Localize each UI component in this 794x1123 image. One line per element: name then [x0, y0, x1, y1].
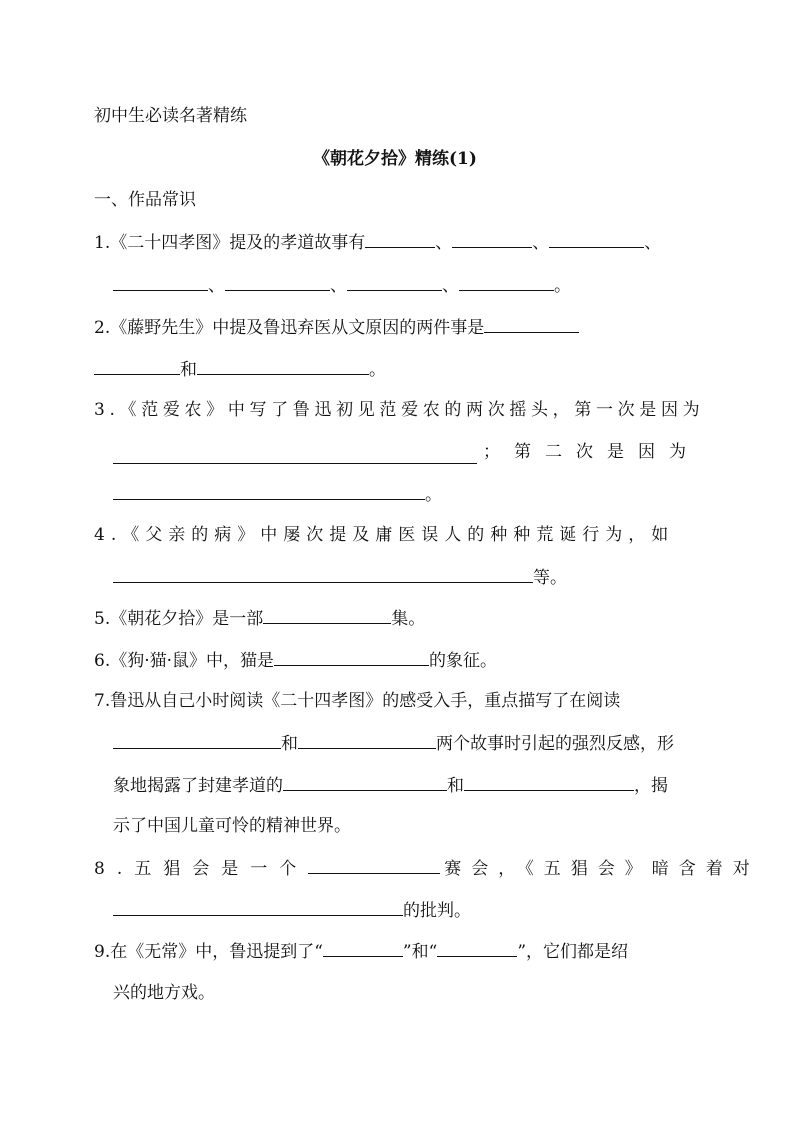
question-9-text-3: 兴的地方戏。 — [113, 983, 215, 1003]
answer-blank[interactable] — [113, 731, 281, 749]
question-4-line-1 — [94, 523, 700, 547]
answer-blank[interactable] — [549, 230, 644, 248]
connector: 和 — [447, 776, 464, 796]
answer-blank[interactable] — [464, 773, 634, 791]
answer-blank[interactable] — [484, 315, 579, 333]
question-5-text: 5.《朝花夕拾》是一部 — [94, 609, 264, 629]
end-mark: 。 — [425, 485, 442, 505]
end-mark: 的象征。 — [429, 651, 498, 671]
question-2-line-1 — [94, 315, 579, 340]
separator: 、 — [442, 276, 459, 296]
separator: 、 — [330, 276, 347, 296]
question-6-text: 6.《狗·猫·鼠》中，猫是 — [94, 651, 275, 671]
question-2-line-2 — [94, 357, 386, 382]
question-7-text-3: 象地揭露了封建孝道的 — [113, 776, 283, 796]
question-9-text-2: ”，它们都是绍 — [517, 942, 629, 962]
answer-blank[interactable] — [113, 446, 477, 464]
question-7-text-2: 两个故事时引起的强烈反感，形 — [436, 734, 674, 754]
answer-blank[interactable] — [274, 648, 429, 666]
question-7-text-4: ，揭 — [634, 776, 668, 796]
separator: 、 — [435, 233, 453, 253]
end-mark: 的批判。 — [403, 901, 471, 921]
question-8-line-1 — [94, 856, 760, 881]
question-3-line-3 — [113, 482, 442, 507]
end-mark: 。 — [554, 276, 571, 296]
page-title: 《朝花夕拾》精练(1) — [313, 149, 477, 169]
answer-blank[interactable] — [308, 856, 440, 874]
question-3-line-2 — [113, 440, 700, 464]
question-1-text: 1.《二十四孝图》提及的孝道故事有 — [94, 233, 366, 253]
question-4-text: 4.《父亲的病》中屡次提及庸医误人的种种荒诞行为，如 — [94, 525, 675, 545]
question-9-line-2 — [113, 981, 215, 1005]
answer-blank[interactable] — [197, 357, 369, 375]
answer-blank[interactable] — [94, 357, 180, 375]
answer-blank[interactable] — [452, 230, 532, 248]
end-mark: 集。 — [391, 609, 426, 629]
answer-blank[interactable] — [437, 939, 517, 957]
question-6 — [94, 648, 497, 673]
answer-blank[interactable] — [225, 273, 330, 291]
question-7-line-2 — [113, 731, 674, 756]
answer-blank[interactable] — [113, 482, 425, 500]
end-mark: 等。 — [533, 568, 567, 588]
answer-blank[interactable] — [263, 606, 391, 624]
question-2-text: 2.《藤野先生》中提及鲁迅弃医从文原因的两件事是 — [94, 318, 485, 338]
answer-blank[interactable] — [459, 273, 554, 291]
question-9-text: 9.在《无常》中，鲁迅提到了“ — [94, 942, 323, 962]
question-3-text-2: ；第二次是因为 — [483, 442, 700, 462]
document-header: 初中生必读名著精练 — [94, 106, 247, 126]
answer-blank[interactable] — [365, 230, 435, 248]
question-3-text: 3 . 《 范 爱 农 》 中 写 了 鲁 迅 初 见 范 爱 农 的 两 次 摇 头 ， 第 一 次 是 因 为 — [94, 400, 700, 420]
question-7-text: 7.鲁迅从自己小时阅读《二十四孝图》的感受入手，重点描写了在阅读 — [94, 691, 621, 711]
separator: 、 — [644, 233, 662, 253]
question-9-line-1 — [94, 939, 628, 964]
question-3-line-1 — [94, 398, 700, 422]
question-7-line-4 — [113, 814, 351, 838]
answer-blank[interactable] — [347, 273, 442, 291]
question-7-line-1 — [94, 689, 620, 713]
answer-blank[interactable] — [283, 773, 447, 791]
separator: 、 — [532, 233, 550, 253]
answer-blank[interactable] — [113, 565, 533, 583]
question-7-text-5: 示了中国儿童可怜的精神世界。 — [113, 816, 351, 836]
question-1-line-1 — [94, 230, 661, 255]
question-1-line-2 — [113, 273, 571, 298]
answer-blank[interactable] — [298, 731, 436, 749]
separator: 、 — [208, 276, 225, 296]
question-5 — [94, 606, 425, 631]
end-mark: 。 — [369, 360, 386, 380]
question-8-text: 8.五猖会是一个 — [94, 859, 309, 879]
answer-blank[interactable] — [113, 898, 403, 916]
question-8-text-2: 赛会，《五猖会》暗含着对 — [444, 859, 760, 879]
connector: ”和“ — [402, 942, 438, 962]
connector: 和 — [281, 734, 298, 754]
question-7-line-3 — [113, 773, 668, 798]
answer-blank[interactable] — [113, 273, 208, 291]
answer-blank[interactable] — [323, 939, 403, 957]
connector: 和 — [180, 360, 197, 380]
section-heading: 一、作品常识 — [94, 190, 196, 210]
question-8-line-2 — [113, 898, 471, 923]
question-4-line-2 — [113, 565, 567, 590]
